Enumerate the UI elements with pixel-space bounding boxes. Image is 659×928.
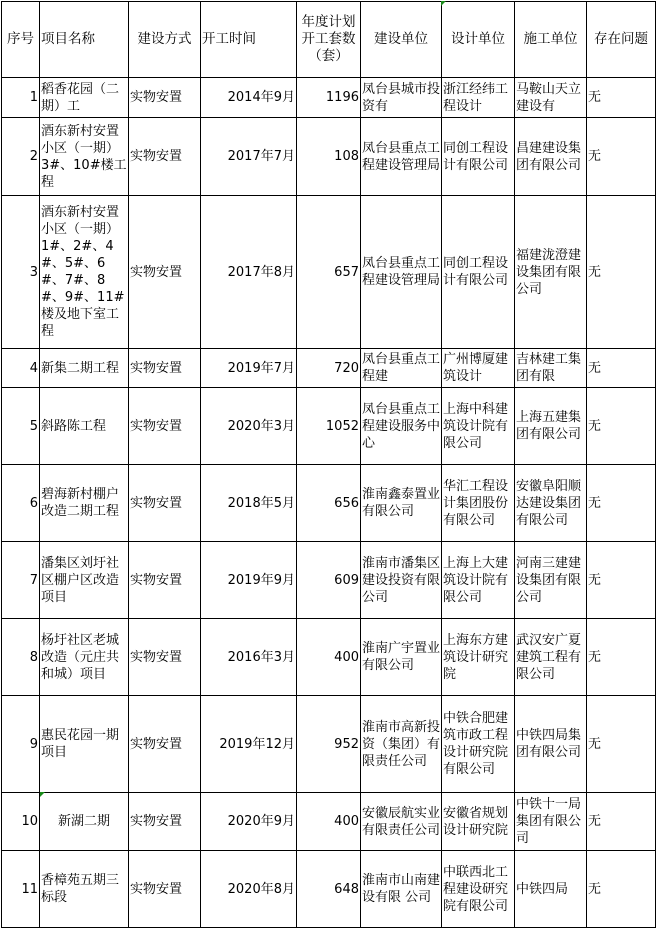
cell-name: 新集二期工程 xyxy=(40,349,129,388)
cell-start: 2019年7月 xyxy=(201,349,297,388)
cell-name: 碧海新村棚户改造二期工程 xyxy=(40,465,129,542)
cell-issues: 无 xyxy=(587,196,656,349)
header-contractor: 施工单位 xyxy=(515,2,587,78)
header-seq: 序号 xyxy=(2,2,40,78)
table-row xyxy=(2,388,656,465)
cell-method: 实物安置 xyxy=(129,78,201,118)
cell-contractor: 河南三建建设集团有限公司 xyxy=(515,542,587,619)
cell-method: 实物安置 xyxy=(129,851,201,928)
cell-designer: 上海中科建筑设计院有限公司 xyxy=(442,388,515,465)
cell-designer: 上海东方建筑设计研究院 xyxy=(442,619,515,696)
cell-units: 656 xyxy=(297,465,361,542)
cell-issues: 无 xyxy=(587,349,656,388)
table-row xyxy=(2,619,656,696)
cell-designer: 中铁合肥建筑市政工程设计研究院有限公司 xyxy=(442,696,515,793)
cell-issues: 无 xyxy=(587,78,656,118)
cell-method: 实物安置 xyxy=(129,542,201,619)
cell-contractor: 福建泷澄建设集团有限公司 xyxy=(515,196,587,349)
cell-designer: 中联西北工程建设研究院有限公司 xyxy=(442,851,515,928)
cell-issues: 无 xyxy=(587,388,656,465)
cell-method: 实物安置 xyxy=(129,196,201,349)
cell-seq: 2 xyxy=(2,118,40,196)
cell-start: 2017年7月 xyxy=(201,118,297,196)
cell-builder: 淮南鑫泰置业有限公司 xyxy=(361,465,442,542)
cell-builder: 凤台县重点工程建 xyxy=(361,349,442,388)
cell-name: 杨圩社区老城改造（元庄共和城）项目 xyxy=(40,619,129,696)
table-row xyxy=(2,349,656,388)
cell-name: 斜路陈工程 xyxy=(40,388,129,465)
cell-start: 2020年9月 xyxy=(201,793,297,851)
cell-contractor: 昌建建设集团有限公司 xyxy=(515,118,587,196)
table-row xyxy=(2,542,656,619)
cell-units: 1052 xyxy=(297,388,361,465)
cell-method: 实物安置 xyxy=(129,696,201,793)
cell-seq: 5 xyxy=(2,388,40,465)
table-row xyxy=(2,851,656,928)
cell-designer: 同创工程设计有限公司 xyxy=(442,118,515,196)
header-issues: 存在问题 xyxy=(587,2,656,78)
cell-designer: 上海上大建筑设计院有限公司 xyxy=(442,542,515,619)
cell-designer: 安徽省规划设计研究院 xyxy=(442,793,515,851)
cell-issues: 无 xyxy=(587,696,656,793)
cell-units: 400 xyxy=(297,619,361,696)
cell-method: 实物安置 xyxy=(129,388,201,465)
cell-name: 惠民花园一期项目 xyxy=(40,696,129,793)
cell-issues: 无 xyxy=(587,465,656,542)
cell-issues: 无 xyxy=(587,118,656,196)
cell-contractor: 吉林建工集团有限 xyxy=(515,349,587,388)
cell-contractor: 马鞍山天立建设有 xyxy=(515,78,587,118)
cell-name: 酒东新村安置小区（一期）3#、10#楼工程 xyxy=(40,118,129,196)
cell-start: 2019年9月 xyxy=(201,542,297,619)
table-row xyxy=(2,118,656,196)
cell-start: 2014年9月 xyxy=(201,78,297,118)
cell-method: 实物安置 xyxy=(129,619,201,696)
cell-seq: 1 xyxy=(2,78,40,118)
cell-issues: 无 xyxy=(587,793,656,851)
housing-project-table xyxy=(1,1,656,928)
cell-start: 2018年5月 xyxy=(201,465,297,542)
table-row xyxy=(2,196,656,349)
cell-issues: 无 xyxy=(587,619,656,696)
cell-units: 720 xyxy=(297,349,361,388)
cell-designer: 浙江经纬工程设计 xyxy=(442,78,515,118)
table-row xyxy=(2,78,656,118)
cell-builder: 凤台县重点工程建设服务中心 xyxy=(361,388,442,465)
cell-start: 2017年8月 xyxy=(201,196,297,349)
cell-contractor: 中铁十一局集团有限公司 xyxy=(515,793,587,851)
cell-builder: 凤台县重点工程建设管理局 xyxy=(361,196,442,349)
cell-units: 952 xyxy=(297,696,361,793)
cell-method: 实物安置 xyxy=(129,349,201,388)
cell-seq: 10 xyxy=(2,793,40,851)
cell-start: 2020年3月 xyxy=(201,388,297,465)
table-row xyxy=(2,696,656,793)
cell-units: 657 xyxy=(297,196,361,349)
cell-builder: 安徽辰航实业有限责任公司 xyxy=(361,793,442,851)
cell-seq: 6 xyxy=(2,465,40,542)
cell-issues: 无 xyxy=(587,851,656,928)
cell-issues: 无 xyxy=(587,542,656,619)
cell-comment-marker xyxy=(40,792,45,797)
cell-method: 实物安置 xyxy=(129,793,201,851)
cell-method: 实物安置 xyxy=(129,465,201,542)
cell-contractor: 武汉安广夏建筑工程有限公司 xyxy=(515,619,587,696)
cell-start: 2016年3月 xyxy=(201,619,297,696)
header-row xyxy=(2,2,656,78)
cell-builder: 凤台县城市投资有 xyxy=(361,78,442,118)
cell-seq: 9 xyxy=(2,696,40,793)
cell-units: 1196 xyxy=(297,78,361,118)
header-builder: 建设单位 xyxy=(361,2,442,78)
cell-start: 2020年8月 xyxy=(201,851,297,928)
cell-contractor: 中铁四局集团有限公司 xyxy=(515,696,587,793)
cell-name: 稻香花园（二期）工 xyxy=(40,78,129,118)
cell-comment-marker xyxy=(441,1,446,6)
cell-name: 潘集区刘圩社区棚户区改造项目 xyxy=(40,542,129,619)
cell-seq: 3 xyxy=(2,196,40,349)
table-row xyxy=(2,465,656,542)
cell-name: 香樟苑五期三标段 xyxy=(40,851,129,928)
cell-designer: 同创工程设计有限公司 xyxy=(442,196,515,349)
cell-contractor: 中铁四局 xyxy=(515,851,587,928)
header-method: 建设方式 xyxy=(129,2,201,78)
cell-builder: 凤台县重点工程建设管理局 xyxy=(361,118,442,196)
cell-seq: 4 xyxy=(2,349,40,388)
cell-contractor: 安徽阜阳顺达建设集团有限公司 xyxy=(515,465,587,542)
cell-units: 400 xyxy=(297,793,361,851)
cell-name: 新湖二期 xyxy=(40,793,129,851)
cell-builder: 淮南市高新投资（集团）有限责任公司 xyxy=(361,696,442,793)
cell-units: 648 xyxy=(297,851,361,928)
cell-method: 实物安置 xyxy=(129,118,201,196)
cell-seq: 7 xyxy=(2,542,40,619)
cell-contractor: 上海五建集团有限公司 xyxy=(515,388,587,465)
cell-builder: 淮南市山南建设有限 公司 xyxy=(361,851,442,928)
header-designer: 设计单位 xyxy=(442,2,515,78)
header-start: 开工时间 xyxy=(201,2,297,78)
cell-designer: 广州博厦建筑设计 xyxy=(442,349,515,388)
cell-seq: 11 xyxy=(2,851,40,928)
cell-units: 108 xyxy=(297,118,361,196)
cell-units: 609 xyxy=(297,542,361,619)
cell-name: 酒东新村安置小区（一期）1#、2#、4#、5#、6#、7#、8#、9#、11#楼及地下室工程 xyxy=(40,196,129,349)
cell-designer: 华汇工程设计集团股份有限公司 xyxy=(442,465,515,542)
header-name: 项目名称 xyxy=(40,2,129,78)
cell-start: 2019年12月 xyxy=(201,696,297,793)
table-row xyxy=(2,793,656,851)
cell-builder: 淮南市潘集区建设投资有限公司 xyxy=(361,542,442,619)
cell-builder: 淮南广宇置业有限公司 xyxy=(361,619,442,696)
cell-seq: 8 xyxy=(2,619,40,696)
header-units: 年度计划开工套数（套） xyxy=(297,2,361,78)
